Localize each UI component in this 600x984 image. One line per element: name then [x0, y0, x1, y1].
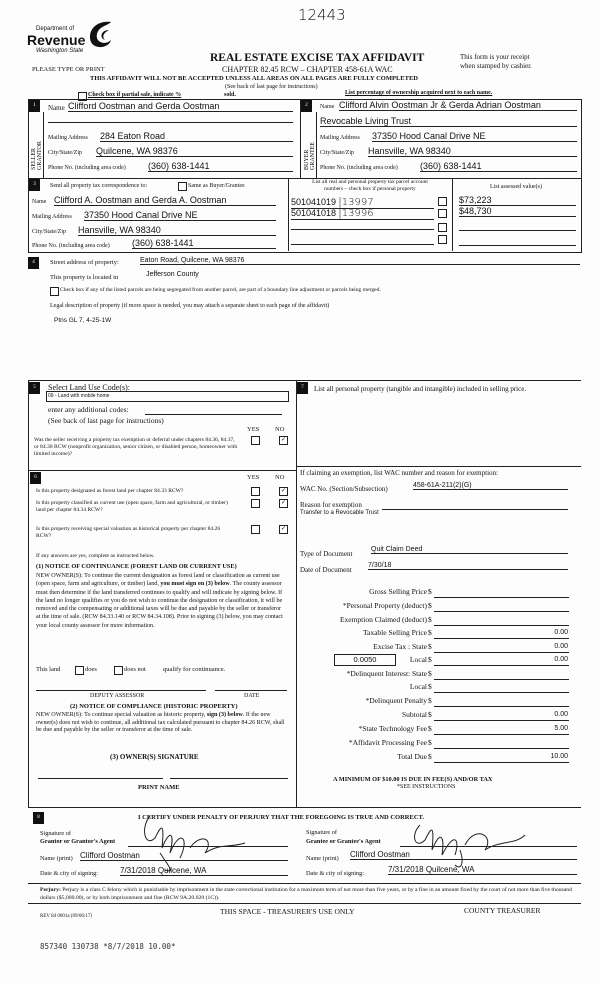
corr-phone-field[interactable]: (360) 638-1441 [132, 238, 276, 249]
dollar-sign: $ [428, 669, 432, 678]
fee-value[interactable]: 0.00 [554, 656, 568, 663]
corr-city-field[interactable]: Hansville, WA 98340 [78, 225, 276, 236]
section-1-number: 1 [29, 100, 40, 112]
fee-label: Excise Tax : State [373, 642, 427, 651]
grantee-sig-label-1: Signature of [306, 829, 337, 836]
dollar-sign: $ [428, 752, 432, 761]
sold-label: sold. [224, 92, 236, 98]
fee-underline [434, 625, 569, 626]
additional-codes-input[interactable] [145, 414, 282, 415]
dollar-sign: $ [428, 655, 432, 664]
buyer-phone-field[interactable]: (360) 638-1441 [420, 161, 577, 172]
q-current-use-no-checkbox[interactable]: ✓ [280, 500, 287, 506]
segregated-label: Check box if any of the listed parcels are being segregated from another parcel, are part of a boundary line adjustment or parcels being merged. [60, 287, 381, 293]
fee-row [300, 724, 570, 737]
does-not-label: does not [124, 666, 146, 673]
doc-date-field[interactable]: 7/30/18 [368, 562, 568, 570]
local-rate-field[interactable]: 0.0050 [334, 654, 396, 666]
parcel-number-field[interactable]: 501041019 |13997 [291, 195, 434, 209]
deputy-assessor-label: DEPUTY ASSESSOR [90, 693, 145, 699]
fee-value[interactable]: 0.00 [554, 629, 568, 636]
q-historic-no-checkbox[interactable]: ✓ [280, 526, 287, 532]
seller-phone-field[interactable]: (360) 638-1441 [148, 161, 293, 172]
fee-underline [434, 665, 569, 666]
owner-signature-title: (3) OWNER(S) SIGNATURE [110, 753, 199, 761]
fee-label: Total Due [397, 752, 427, 761]
fee-row [300, 752, 570, 765]
logo-line1: Department of [36, 26, 75, 32]
cashier-stamp: 857340 130738 *8/7/2018 10.00* [40, 942, 176, 951]
assessed-value-field[interactable]: $73,223 [459, 195, 576, 206]
county-treasurer-label: COUNTY TREASURER [464, 906, 541, 915]
seller-city-field[interactable]: Quilcene, WA 98376 [96, 146, 293, 157]
seller-phone-label: Phone No. (including area code) [48, 165, 126, 171]
dollar-sign: $ [428, 710, 432, 719]
fee-label: Taxable Selling Price [362, 628, 427, 637]
no-header: NO [275, 426, 285, 433]
doc-type-field[interactable]: Quit Claim Deed [371, 546, 568, 554]
dollar-sign: $ [428, 587, 432, 596]
buyer-name-field[interactable]: Clifford Alvin Oostman Jr & Gerda Adrian Oostman [339, 100, 577, 111]
dollar-sign: $ [428, 738, 432, 747]
county-field[interactable]: Jefferson County [146, 271, 199, 278]
fee-row [300, 710, 570, 723]
section-5-number: 5 [29, 382, 40, 394]
q-current-use-yes-checkbox[interactable] [251, 499, 260, 508]
exemption-question: Was the seller receiving a property tax exemption or deferral under chapters 84.36, 84.37, or 84.38 RCW (nonprofit organization, senior citizen, or disabled person, homeowner with limited income)? [34, 437, 238, 457]
legal-description-field[interactable]: Ptns GL 7, 4-25-1W [54, 317, 112, 324]
grantor-date-label: Date & city of signing: [40, 870, 99, 877]
values-header: List assessed value(s) [490, 184, 542, 190]
does-checkbox[interactable] [75, 666, 84, 675]
assessor-date-line[interactable] [215, 690, 287, 691]
fee-label: Local [409, 682, 427, 691]
corr-name-label: Name [32, 199, 47, 205]
buyer-phone-label: Phone No. (including area code) [320, 165, 398, 171]
parcel-number: 501041018 [291, 208, 337, 218]
personal-property-checkbox[interactable] [438, 235, 447, 244]
grantor-sig-label-1: Signature of [40, 830, 71, 837]
fee-underline [434, 638, 569, 639]
date-label: DATE [244, 693, 260, 699]
grantee-name-label: Name (print) [306, 855, 339, 862]
fee-label: *Personal Property (deduct) [342, 601, 427, 610]
fee-underline [434, 748, 569, 749]
fee-underline [434, 652, 569, 653]
seller-mail-field[interactable]: 284 Eaton Road [100, 131, 293, 142]
buyer-city-label: City/State/Zip [320, 150, 354, 156]
current-use-question: Is this property classified as current use (open space, farm and agricultural, or timber) land per chapter 84.34 RCW? [36, 500, 228, 513]
notice-compliance-text: NEW OWNER(S): To continue special valuation as historic property, sign (3) below. If the new owner(s) does not wish to continue, all additional tax calculated pursuant to chapter 84.26 RCW, shall be due and payable by the seller or transferor at the time of sale. [36, 712, 285, 733]
legal-description-label: Legal description of property (if more space is needed, you may attach a separate sheet to each page of the affidavit) [50, 303, 330, 309]
land-use-code-select[interactable]: 09 - Land with mobile home [46, 391, 289, 402]
buyer-mail-field[interactable]: 37350 Hood Canal Drive NE [372, 131, 577, 142]
dollar-sign: $ [428, 601, 432, 610]
fee-label: *Delinquent Interest: State [346, 669, 427, 678]
receipt-note-1: This form is your receipt [460, 53, 530, 61]
type-or-print: PLEASE TYPE OR PRINT [32, 66, 105, 73]
corr-phone-label: Phone No. (including area code) [32, 243, 110, 249]
dollar-sign: $ [428, 696, 432, 705]
owner-print-name-line[interactable] [170, 778, 288, 779]
corr-mail-label: Mailing Address [32, 214, 72, 220]
list-percentage-note: List percentage of ownership acquired next to each name. [345, 90, 493, 96]
land-use-see-back: (See back of last page for instructions) [48, 416, 164, 425]
street-address-field[interactable]: Eaton Road, Quilcene, WA 98376 [140, 257, 580, 265]
section-7-number: 7 [297, 382, 308, 394]
personal-property-checkbox[interactable] [438, 209, 447, 218]
fee-label: *Affidavit Processing Fee [348, 738, 427, 747]
grantor-sig-label-2: Grantor or Grantor's Agent [40, 838, 116, 845]
wac-label: WAC No. (Section/Subsection) [300, 485, 388, 493]
land-use-label: Select Land Use Code(s): [48, 383, 130, 392]
see-instructions-note: *SEE INSTRUCTIONS [397, 784, 456, 790]
fee-row [300, 682, 570, 695]
section-4-number: 4 [28, 257, 39, 269]
fee-underline [434, 734, 569, 735]
forest-land-question: Is this property designated as forest land per chapter 84.33 RCW? [36, 488, 184, 494]
fee-underline [434, 706, 569, 707]
doc-type-label: Type of Document [300, 550, 353, 558]
fee-underline [434, 679, 569, 680]
q1-yes-checkbox[interactable] [251, 436, 260, 445]
fee-underline [434, 597, 569, 598]
section-8-number: 8 [33, 812, 44, 824]
fee-underline [434, 692, 569, 693]
buyer-mail-label: Mailing Address [320, 135, 360, 141]
minimum-due-note: A MINIMUM OF $10.00 IS DUE IN FEE(S) AND/OR TAX [333, 776, 493, 783]
fee-label: Local [409, 655, 427, 664]
same-as-buyer-label: Same as Buyer/Grantee [188, 183, 245, 189]
fee-row [300, 615, 570, 628]
doc-date-label: Date of Document [300, 566, 352, 574]
send-correspondence-label: Send all property tax correspondence to: [50, 183, 148, 189]
personal-property-label: List all personal property (tangible and intangible) included in selling price. [314, 385, 527, 393]
if-yes-instructions: If any answers are yes, complete as instructed below. [36, 553, 155, 559]
q-historic-yes-checkbox[interactable] [251, 525, 260, 534]
additional-codes-label: enter any additional codes: [48, 405, 129, 414]
does-label: does [85, 666, 97, 673]
exemption-intro: If claiming an exemption, list WAC number and reason for exemption: [300, 469, 498, 477]
fee-underline [434, 611, 569, 612]
grantor-name-label: Name (print) [40, 855, 73, 862]
section-6-number: 6 [30, 472, 41, 484]
parcel-handwritten: 13996 [341, 208, 374, 219]
grantee-sig-label-2: Grantee or Grantee's Agent [306, 838, 381, 845]
parcel-number-field[interactable]: 501041018 |13996 [291, 206, 434, 220]
notice-continuance-title: (1) NOTICE OF CONTINUANCE (FOREST LAND OR CURRENT USE) [36, 563, 237, 570]
warning-text: THIS AFFIDAVIT WILL NOT BE ACCEPTED UNLESS ALL AREAS ON ALL PAGES ARE FULLY COMPLETED [90, 75, 418, 82]
fee-label: Gross Selling Price [369, 587, 427, 596]
dollar-sign: $ [428, 682, 432, 691]
see-back-note: (See back of last page for instructions) [225, 84, 318, 90]
seller-mail-label: Mailing Address [48, 135, 88, 141]
fee-value[interactable]: 0.00 [554, 643, 568, 650]
no-header: NO [275, 474, 285, 481]
parcel-number: 501041019 [291, 197, 337, 207]
dor-swirl-icon [85, 18, 115, 50]
corr-mail-field[interactable]: 37350 Hood Canal Drive NE [84, 210, 276, 221]
qualify-label: qualify for continuance. [163, 666, 226, 673]
yes-header: YES [247, 426, 260, 433]
notice-continuance-text: NEW OWNER(S): To continue the current designation as forest land or classification as current use (open space, farm and agriculture, or timber) land, you must sign on (3) below. The county assessor must then determine if the land transferred continues to qualify and will indicate by signing below. If the land no longer qualifies or you do not wish to continue the designation or classification, it will be removed and the compensating or additional taxes will be due and payable by the seller or transferor at the time of sale. (RCW 84.33.140 or RCW 84.34.108). Prior to signing (3) below, you may contact your local county assessor for more information. [36, 573, 283, 629]
grantee-date-label: Date & city of signing: [306, 870, 365, 877]
buyer-side-label: BUYER GRANTEE [304, 142, 316, 170]
fee-label: *Delinquent Penalty [365, 696, 427, 705]
fee-label: Exemption Claimed (deduct) [339, 615, 427, 624]
seller-side-label: SELLER GRANTOR [31, 141, 43, 170]
q-forest-yes-checkbox[interactable] [251, 487, 260, 496]
chapter-ref: CHAPTER 82.45 RCW – CHAPTER 458-61A WAC [222, 65, 393, 74]
fee-label: *State Technology Fee [358, 724, 427, 733]
same-as-buyer-checkbox[interactable] [178, 182, 187, 191]
form-title: REAL ESTATE EXCISE TAX AFFIDAVIT [210, 52, 425, 64]
assessed-value-field[interactable]: $48,730 [459, 206, 576, 217]
receipt-note-2: when stamped by cashier. [460, 62, 532, 70]
seller-city-label: City/State/Zip [48, 150, 82, 156]
dollar-sign: $ [428, 724, 432, 733]
fee-row [300, 738, 570, 751]
fee-value[interactable]: 0.00 [554, 711, 568, 718]
logo-line3: Washington State [36, 48, 84, 54]
dollar-sign: $ [428, 628, 432, 637]
q1-no-checkbox[interactable]: ✓ [280, 437, 287, 443]
dollar-sign: $ [428, 615, 432, 624]
partial-sale-label: Check box if partial sale, indicate % [88, 92, 182, 98]
notice-compliance-title: (2) NOTICE OF COMPLIANCE (HISTORIC PROPERTY) [70, 703, 238, 710]
handwritten-number: 12443 [298, 6, 346, 24]
q-forest-no-checkbox[interactable]: ✓ [280, 488, 287, 494]
buyer-name-label: Name [320, 104, 335, 110]
fee-row [300, 628, 570, 641]
fee-row [300, 587, 570, 600]
section-3-number: 3 [29, 179, 40, 191]
buyer-name-line2[interactable]: Revocable Living Trust [320, 116, 577, 127]
treasurer-use-label: THIS SPACE - TREASURER'S USE ONLY [220, 907, 355, 916]
fee-underline [434, 720, 569, 721]
fee-row [300, 696, 570, 709]
parcels-header-1: List all real and personal property tax parcel account [312, 179, 428, 185]
personal-property-checkbox[interactable] [438, 197, 447, 206]
wac-number-field[interactable]: 458-61A-211(2)(G) [413, 482, 568, 490]
perjury-notice: Perjury: Perjury is a class C felony which is punishable by imprisonment in the state correctional institution for a maximum term of not more than five years, or by a fine in an amount fixed by the court of not more than five thousand dollars ($5,000.00), or by both imprisonment and fine (RCW 9A.20.020 (1C)). [40, 887, 572, 901]
personal-property-checkbox[interactable] [438, 223, 447, 232]
grantee-name-field[interactable]: Clifford Oostman [350, 850, 577, 860]
corr-name-field[interactable]: Clifford A. Oostman and Gerda A. Oostman [54, 195, 276, 206]
seller-name-label: Name [48, 104, 65, 112]
reason-label: Reason for exemption [300, 501, 362, 509]
form-revision: REV 84 0001a (09/06/17) [40, 914, 92, 919]
grantor-date-field[interactable]: 7/31/2018 Quilcene, WA [120, 866, 288, 876]
deputy-assessor-signature-line[interactable] [36, 690, 206, 691]
grantor-name-field[interactable]: Clifford Oostman [80, 851, 288, 861]
corr-city-label: City/State/Zip [32, 229, 66, 235]
this-land-label: This land [36, 666, 61, 673]
fee-row [300, 601, 570, 614]
located-label: This property is located in [50, 274, 119, 281]
grantee-date-field[interactable]: 7/31/2018 Quilcene, WA [388, 865, 577, 875]
fee-row [300, 669, 570, 682]
parcel-handwritten: 13997 [341, 197, 374, 208]
reason-field[interactable]: Transfer to a Revocable Trust [300, 510, 379, 516]
fee-label: Subtotal [401, 710, 427, 719]
dollar-sign: $ [428, 642, 432, 651]
parcels-header-2: numbers – check box if personal property [324, 186, 416, 192]
yes-header: YES [247, 474, 260, 481]
seller-name-field[interactable]: Clifford Oostman and Gerda Oostman [68, 101, 293, 112]
fee-underline [434, 762, 569, 763]
historic-question: Is this property receiving special valuation as historical property per chapter 84.26 RCW? [36, 526, 221, 539]
buyer-city-field[interactable]: Hansville, WA 98340 [368, 146, 577, 157]
certify-statement: I CERTIFY UNDER PENALTY OF PERJURY THAT THE FOREGOING IS TRUE AND CORRECT. [138, 814, 425, 821]
segregated-checkbox[interactable] [50, 287, 59, 296]
does-not-checkbox[interactable] [114, 666, 123, 675]
print-name-label: PRINT NAME [138, 784, 180, 791]
section-2-number: 2 [301, 100, 312, 112]
street-label: Street address of property: [50, 259, 119, 266]
owner-signature-line[interactable] [38, 778, 163, 779]
fee-value[interactable]: 5.00 [554, 725, 568, 732]
logo-line2: Revenue [27, 32, 86, 48]
fee-value[interactable]: 10.00 [550, 753, 568, 760]
